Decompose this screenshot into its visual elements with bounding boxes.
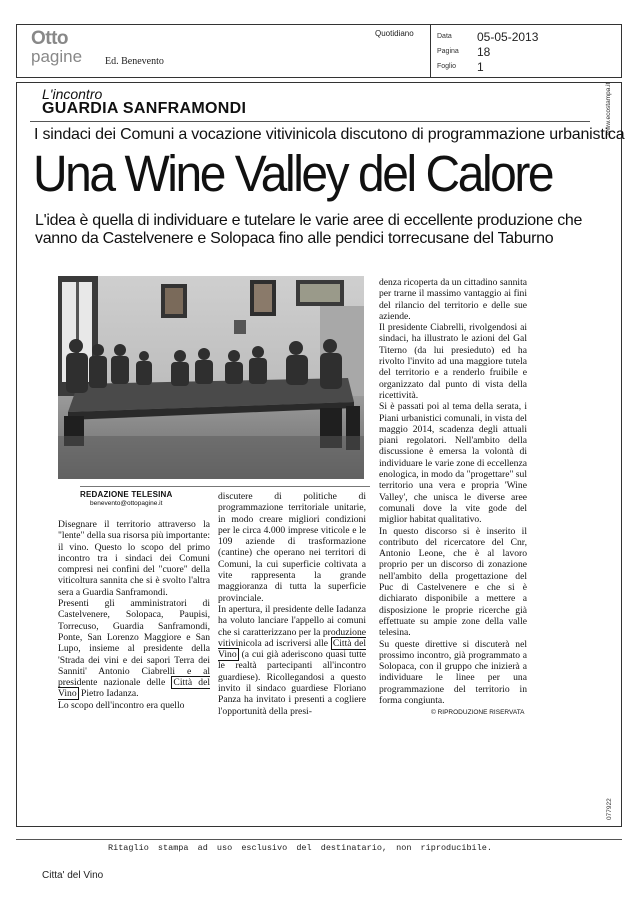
headline-rule [30,121,590,122]
meeting-photo-image [58,276,364,479]
highlight-box: Città del Vino [58,677,210,700]
paragraph: In questo discorso si è inserito il contributo del ricercatore del Cnr, Antonio Leone, che è al lavoro proprio per un discorso di zonazione nell'ambito della progettazione del Puc di Castelvenere e che si è dichiarato disponibile a mettere a disposizione le proprie ricerche già effettuate su ampie zone della valle telesina. [379,525,527,639]
edition-label: Ed. Benevento [105,56,164,67]
byline-email: benevento@ottopagine.it [90,500,163,507]
article-kicker: L'incontro [42,86,103,102]
meta-value: 18 [477,44,491,59]
paragraph: denza ricoperta da un cittadino sannita per trarne il massimo vantaggio ai fini del rilancio del territorio e delle sue aziende. [379,277,527,322]
clipping-meta [437,29,538,74]
article-column-2 [218,491,366,717]
paragraph [58,598,210,700]
meta-value: 1 [477,59,484,74]
frequency-label: Quotidiano [375,29,414,38]
meta-label: Foglio [437,63,457,70]
masthead-box [16,24,622,78]
byline-author: REDAZIONE TELESINA [80,490,173,499]
paragraph: Disegnare il territorio attraverso la "lente" della sua risorsa più importante: il vino. Questo lo scopo del primo incontro tra i sindaci dei Comuni compresi nei confini del "cuore" della viticoltura sannita che si è svolto l'altra sera a Guardia Sanframondi. [58,519,210,598]
paragraph [218,604,366,717]
article-title: Una Wine Valley del Calore [33,145,553,202]
paragraph-text: (a cui già aderiscono quasi tutte le realtà partecipanti all'incontro guardiese). Ricollegandosi a questo invito il sindaco guardiese Floriano Panza ha invitato i presenti a cogliere l'opportunità della presi- [218,649,366,717]
side-code: 077922 [606,798,613,820]
paragraph: discutere di politiche di programmazione territoriale unitarie, in modo creare migliori condizioni per le circa 4.000 imprese viticole e le 109 aziende di trasformazione (cantine) che operano nei territori di Comuni, la cui superficie coltivata a vite rappresenta la grande maggioranza di tutta la superficie provinciale. [218,491,366,604]
meta-label: Data [437,33,452,40]
article-column-3 [379,277,527,706]
paragraph-text: In apertura, il presidente delle Iadanza ha voluto lanciare l'appello ai comuni che si caratterizzano per la produzione vitivinicola ad iscriversi alle [218,603,366,649]
logo-line2: pagine [31,47,83,66]
article-column-1 [58,519,210,711]
client-label: Citta' del Vino [42,870,104,881]
paragraph-text: Presenti gli amministratori di Castelvenere, Solopaca, Paupisi, Torrecuso, Guardia Sanframondi, Ponte, San Lorenzo Maggiore e San Lupo, insieme al presidente della 'Strada dei vini e dei sapori Terra dei Sanniti' Antonio Ciabrelli e al presidente nazionale delle [58,598,210,689]
bottom-rule [16,839,622,840]
paragraph: Si è passati poi al tema della serata, i Piani urbanistici comunali, in vista del maggio 2014, scadenza degli attuali piani regolatori. Nell'ambito della discussione è emersa la volontà di individuare le varie zone di eccellenza enologica, in modo da "progettare" sul territorio una vera e propria 'Wine Valley', che unisca le diverse aree comunali dove la vite gode del miglior habitat qualitativo. [379,401,527,526]
meta-row-page [437,44,538,59]
meta-label: Pagina [437,48,459,55]
meta-value: 05-05-2013 [477,29,539,44]
article-subtitle: L'idea è quella di individuare e tutelare le varie aree di eccellente produzione che vanno da Castelvenere e Solopaca fino alle pendici torrecusane del Taburno [35,212,583,248]
newspaper-logo [31,29,82,65]
meeting-photo [58,276,364,479]
paragraph: Su queste direttive si discuterà nel prossimo incontro, già programmato a Solopaca, con il gruppo che inizierà a individuare le linee per una programmazione del territorio in forma congiunta. [379,638,527,706]
paragraph: Il presidente Ciabrelli, rivolgendosi ai sindaci, ha illustrato le azioni del Gal Titerno (da lui presieduto) ed ha rivolto l'invito ad una maggiore tutela del territorio e a renderlo fruibile e organizzato dal punto di vista della ricettività. [379,322,527,401]
meta-row-sheet [437,59,538,74]
rights-notice: © RIPRODUZIONE RISERVATA [431,709,525,716]
paragraph: Lo scopo dell'incontro era quello [58,699,185,711]
article-place: GUARDIA SANFRAMONDI [42,100,247,117]
meta-row-date [437,29,538,44]
header-divider [430,25,431,78]
reproduction-notice: Ritaglio stampa ad uso esclusivo del destinatario, non riproducibile. [108,843,492,853]
logo-line1: Otto [31,28,69,49]
paragraph-text: Pietro Iadanza. [81,688,139,700]
article-occhiello: I sindaci dei Comuni a vocazione vitivinicola discutono di programmazione urbanistica [34,126,625,143]
side-url: www.ecostampa.it [605,82,612,135]
highlight-box: Città del Vino [218,637,367,661]
